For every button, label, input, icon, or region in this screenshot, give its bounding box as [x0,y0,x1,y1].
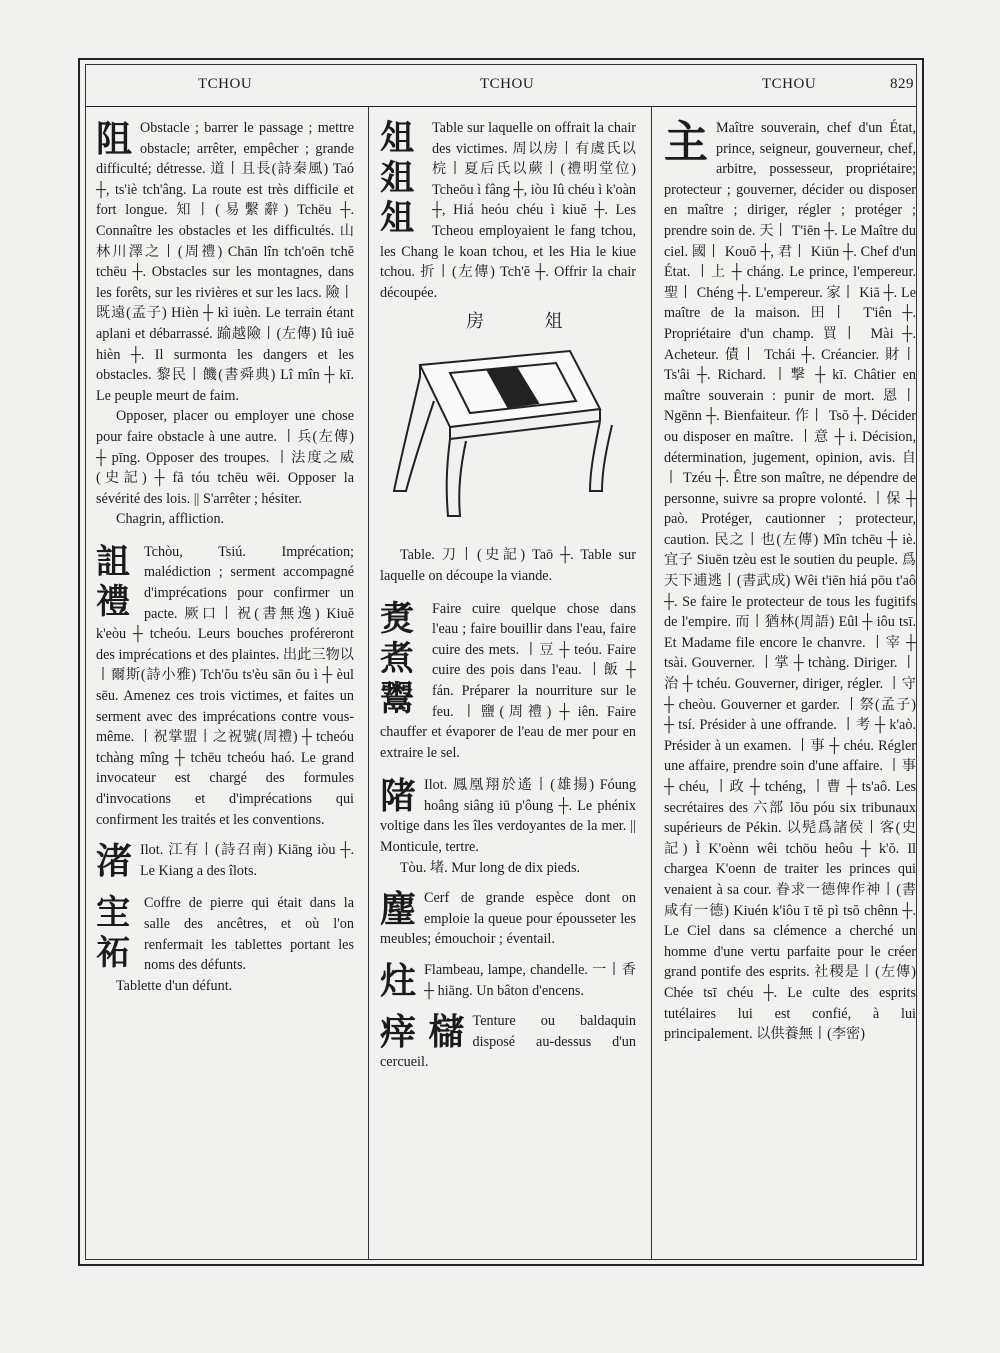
definition: Chagrin, affliction. [116,511,225,528]
headword: 麈 [380,888,417,931]
illustration-plate [380,311,636,541]
definition: Maître souverain, chef d'un État, prince, seigneur, gouverneur, chef, arbitre, possesseur, propriétaire; protecteur ; gouverner, décider ou disposer en maître ; diriger, régler ; protéger ; prendre soin de. 天丨 T'iēn ┼. Le Maître du ciel. 國丨 Kouŏ ┼, 君丨 Kiūn ┼. Chef d'un État. 丨上 ┼ cháng. Le prince, l'empereur. 聖丨 Chéng ┼. L'empereur. 家丨 Kiā ┼. Le maître de la maison. 田丨 T'iên ┼. Propriétaire d'un champ. 買丨 Mài ┼. Acheteur. 債丨 Tchái ┼. Créancier. 財丨 Ts'âi ┼. Richard. 丨撃 ┼ kī. Châtier en maître souverain : punir de mort. 恩丨 Ngēnn ┼. Bienfaiteur. 作丨 Tsŏ ┼. Décider ou disposer en maître. 丨意 ┼ i. Décision, détermination, jugement, opinion, avis. 自丨 Tzéu ┼. Être son maître, ne dépendre de personne, suivre sa propre volonté. 丨保 ┼ paò. Protéger, cautionner ; protecteur, caution. 民之丨也(左傳) Mîn tchēu ┼ iè. 宜子 Siuēn tzèu est le soutien du peuple. 爲天下逋逃丨(書武成) Wêi t'iēn hiá pōu t'aô ┼. Se faire le protecteur de tous les fugitifs de l'empire. 而丨猶林(周語) Eûl ┼ iôu tsī. Et Madame file encore le chanvre. 丨宰 ┼ tsài. Gouverner. 丨掌 ┼ tchàng. Diriger. 丨治 ┼ tchéu. Gouverner, diriger, régler. 丨守 ┼ cheòu. Gouverner et garder. 丨祭(孟子) ┼ tsí. Présider à une offrande. 丨考 ┼ k'aò. Présider à un examen. 丨事 ┼ chéu. Régler une affaire, prendre soin d'une affaire. 丨事 ┼ chéu, 丨政 ┼ tchéng, 丨曹 ┼ ts'aô. Les secrétaires des 六部 lŏu póu six tribunaux supérieurs de Pékin. 以髡爲諸侯丨客(史記) Ì K'oènn wêi tchōu heôu ┼ k'ŏ. Il chargea K'oenn de traiter les princes qui venaient à sa cour. 眷求一德俾作神丨(書咸有一德) Kiuén k'iôu ī tĕ pì tsŏ chênn ┼. Le Ciel dans sa clémence a cherché un homme d'une vertu parfaite pour le créer grand pontife des esprits. 社稷是丨(左傳) Chée tsī chéu ┼. Le culte des esprits tutélaires lui est confié, à lui principalement. 以供養無丨(李密) [664,120,916,1043]
plate-caption: 房 俎 [466,311,591,332]
column-3 [664,118,916,1049]
definition: Coffre de pierre qui était dans la salle des ancêtres, et où l'on renfermait les tablettes portant les noms des défunts. [144,895,354,974]
entry-zhu-coffer [96,893,354,996]
running-head-center: TCHOU [480,76,535,92]
definition: Ilot. 鳳凰翔於遙丨(雄揚) Fóung hoâng siâng iū p'ôung ┼. Le phénix voltige dans les îles verdoyantes de la mer. || Monticule, tertre. [380,777,636,856]
definition: Table. 刀丨(史記) Taō ┼. Table sur laquelle on découpe la viande. [380,547,636,584]
headword: 俎 爼 俎 [380,118,414,238]
column-1 [96,118,354,1000]
entry-zhu-cook [380,599,636,764]
table-illustration [380,341,636,541]
definition: Obstacle ; barrer le passage ; mettre obstacle; arrêter, empêcher ; grande difficulté; détresse. 道丨且長(詩秦風) Taó ┼, ts'iè tch'âng. La route est très difficile et fort longue. 知丨(易繫辭) Tchēu ┼. Connaître les obstacles et les difficultés. 山林川澤之丨(周禮) Chān lîn tch'oēn tchĕ tchēu ┼. Obstacles sur les montagnes, dans les forêts, sur les rivières et sur les lacs. 險丨既遠(孟子) Hièn ┼ kì iuèn. Le terrain étant aplani et débarrassé. 踰越險丨(左傳) Iû iuĕ hièn ┼. Il surmonta les dangers et les obstacles. 黎民丨饑(書舜典) Lî mîn ┼ kī. Le peuple meurt de faim. [96,120,354,404]
entry-zhu-master [664,118,916,1045]
column-2 [380,118,636,1077]
headword: 陼 [380,775,417,818]
headword: 煑 煮 鬻 [380,598,414,719]
headword: 詛 禮 [96,541,130,622]
definition: Flambeau, lampe, chandelle. 一丨香 ┼ hiāng. Un bâton d'encens. [424,962,636,999]
definition: Faire cuire quelque chose dans l'eau ; faire bouillir dans l'eau, faire cuire des mets. 丨豆 ┼ teóu. Faire cuire des pois dans l'eau. 丨飯 ┼ fán. Préparer la nourriture sur le feu. 丨鹽(周禮) ┼ iên. Faire chauffer et évaporer de l'eau de mer pour en extraire le sel. [380,600,636,761]
header-rule [85,106,917,107]
entry-zhu-torch [380,960,636,1001]
definition: Tablette d'un défunt. [116,977,233,994]
headword: 宔 祏 [96,893,130,974]
entry-zu [96,118,354,530]
definition: Tòu. 堵. Mur long de dix pieds. [400,859,581,876]
headword: 阻 [96,118,133,160]
headword: 渚 [96,840,133,883]
definition: Opposer, placer ou employer une chose pour faire obstacle à une autre. 丨兵(左傳) ┼ pīng. Opposer des troupes. 丨法度之威(史記) ┼ fă tóu tchēu wēi. Opposer la sévérité des lois. || S'arrêter ; hésiter. [96,408,354,507]
running-head-right: TCHOU [762,76,817,92]
entry-zu-curse [96,542,354,830]
headword: 㾕 櫧 [380,1011,465,1054]
entry-zu-table [380,118,636,303]
headword: 主 [664,117,708,168]
headword: 炷 [380,960,417,1003]
running-head-left: TCHOU [198,76,253,92]
definition: Table sur laquelle on offrait la chair des victimes. 周以房丨有虞氏以梡丨夏后氏以蕨丨(禮明堂位) Tcheōu ì fâng ┼, iòu Iû chéu ì k'oàn ┼, Hiá heóu chéu ì kiuĕ ┼. Les Tcheou employaient le fang tchou, les Chang le koan tchou, et les Hia le kiue tchou. 折丨(左傳) Tch'ĕ ┼. Offrir la chair découpée. [380,120,636,301]
entry-table-caption [380,545,636,586]
entry-zhu-canopy [380,1011,636,1073]
column-divider-2 [651,106,652,1260]
definition: Cerf de grande espèce dont on emploie la queue pour épousseter les meubles; émouchoir ; éventail. [380,890,636,948]
definition: Tenture ou baldaquin disposé au-dessus d'un cercueil. [380,1013,636,1071]
entry-zhu-isle [380,775,636,878]
column-divider-1 [368,106,369,1260]
page-number: 829 [890,76,914,92]
definition: Ilot. 江有丨(詩召南) Kiāng iòu ┼. Le Kiang a des îlots. [140,842,354,879]
entry-zhu-islet [96,840,354,881]
definition: Tchòu, Tsiú. Imprécation; malédiction ; serment accompagné d'imprécations pour confirmer un pacte. 厥口丨祝(書無逸) Kiuĕ k'eòu ┼ tcheóu. Leurs bouches proféreront des imprécations et des plaintes. 出此三物以丨爾斯(詩小雅) Tch'ŏu ts'èu sān ŏu ì ┼ èul sēu. Amenez ces trois victimes, et faites un serment avec des imprécations contre vous-même. 丨祝掌盟丨之祝號(周禮) ┼ tcheóu tchàng mîng ┼ tchēu tcheóu haó. Le grand invocateur est chargé des formules d'invocations et d'imprécations qui confirment les traités et les conventions. [96,543,354,828]
entry-zhu-deer [380,888,636,950]
